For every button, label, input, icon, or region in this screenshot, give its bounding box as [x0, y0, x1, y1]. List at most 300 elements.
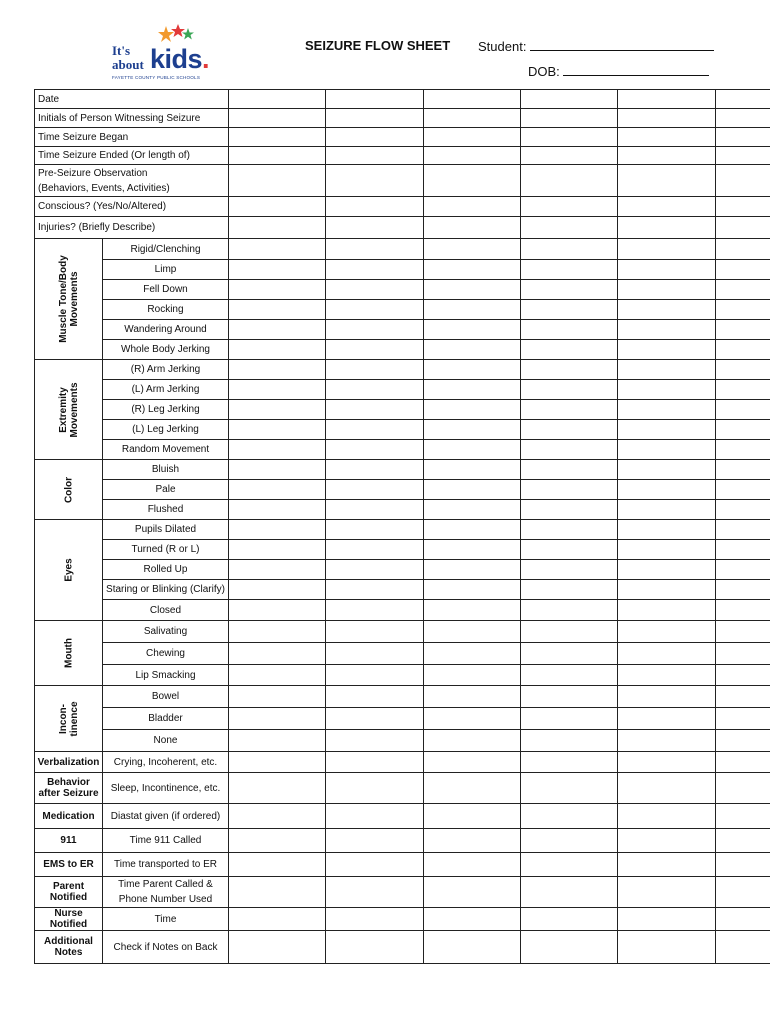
group-2-item-3-entry-4[interactable]: [521, 400, 618, 420]
group-4-item-3-entry-1[interactable]: [229, 560, 326, 580]
group-6-item-1-entry-3[interactable]: [424, 686, 521, 708]
item-label: (L) Leg Jerking: [103, 420, 229, 440]
group-2-item-3-entry-2[interactable]: [326, 400, 424, 420]
group-4-item-2-entry-6[interactable]: [716, 540, 770, 560]
top-row-7-entry-5[interactable]: [618, 217, 716, 239]
group-1-item-3-entry-6[interactable]: [716, 280, 770, 300]
top-row-4-entry-6[interactable]: [716, 147, 770, 165]
group-2-item-3-entry-6[interactable]: [716, 400, 770, 420]
group-2-item-2-entry-4[interactable]: [521, 380, 618, 400]
group-6-item-2-entry-4[interactable]: [521, 708, 618, 730]
group-5-item-1-entry-6[interactable]: [716, 621, 770, 643]
group-4-item-2-entry-2[interactable]: [326, 540, 424, 560]
group-6-item-3-entry-2[interactable]: [326, 730, 424, 752]
bottom-row-7-entry-6[interactable]: [716, 908, 770, 931]
top-row-4-entry-4[interactable]: [521, 147, 618, 165]
top-row-6-entry-4[interactable]: [521, 197, 618, 217]
group-6-item-2-entry-3[interactable]: [424, 708, 521, 730]
bottom-row-2-entry-3[interactable]: [424, 773, 521, 804]
table-row: [35, 165, 770, 197]
group-4-item-4-entry-4[interactable]: [521, 580, 618, 600]
group-3-item-3-entry-5[interactable]: [618, 500, 716, 520]
group-6-item-2-entry-2[interactable]: [326, 708, 424, 730]
group-5-item-3-entry-5[interactable]: [618, 665, 716, 686]
top-row-6-entry-3[interactable]: [424, 197, 521, 217]
group-4-item-5-entry-5[interactable]: [618, 600, 716, 621]
group-6-item-1-entry-5[interactable]: [618, 686, 716, 708]
group-1-item-4-entry-1[interactable]: [229, 300, 326, 320]
top-row-4-entry-3[interactable]: [424, 147, 521, 165]
bottom-row-1-entry-5[interactable]: [618, 752, 716, 773]
group-5-item-1-entry-5[interactable]: [618, 621, 716, 643]
top-row-7-entry-3[interactable]: [424, 217, 521, 239]
group-1-item-1-entry-2[interactable]: [326, 239, 424, 260]
bottom-row-5-entry-1[interactable]: [229, 853, 326, 877]
top-row-6-entry-2[interactable]: [326, 197, 424, 217]
group-1-item-5-entry-3[interactable]: [424, 320, 521, 340]
group-4-item-2-entry-4[interactable]: [521, 540, 618, 560]
row-label: Conscious? (Yes/No/Altered): [35, 197, 229, 217]
bottom-row-6-entry-5[interactable]: [618, 877, 716, 908]
group-2-item-3-entry-3[interactable]: [424, 400, 521, 420]
bottom-row-7-entry-1[interactable]: [229, 908, 326, 931]
group-4-item-3-entry-4[interactable]: [521, 560, 618, 580]
group-2-item-2-entry-2[interactable]: [326, 380, 424, 400]
top-row-5-entry-2[interactable]: [326, 165, 424, 197]
group-1-item-1-entry-6[interactable]: [716, 239, 770, 260]
table-row: [35, 560, 770, 580]
group-3-item-2-entry-4[interactable]: [521, 480, 618, 500]
bottom-row-5-entry-6[interactable]: [716, 853, 770, 877]
bottom-row-4-entry-2[interactable]: [326, 829, 424, 853]
bottom-row-7-entry-5[interactable]: [618, 908, 716, 931]
top-row-1-entry-4[interactable]: [521, 90, 618, 109]
group-2-item-1-entry-5[interactable]: [618, 360, 716, 380]
group-1-item-5-entry-2[interactable]: [326, 320, 424, 340]
bottom-row-8-entry-4[interactable]: [521, 931, 618, 964]
group-4-item-2-entry-5[interactable]: [618, 540, 716, 560]
group-4-item-4-entry-5[interactable]: [618, 580, 716, 600]
group-6-item-1-entry-4[interactable]: [521, 686, 618, 708]
bottom-row-6-entry-4[interactable]: [521, 877, 618, 908]
table-row: [35, 686, 770, 708]
group-5-item-1-entry-2[interactable]: [326, 621, 424, 643]
group-2-item-4-entry-6[interactable]: [716, 420, 770, 440]
bottom-row-3-entry-6[interactable]: [716, 804, 770, 829]
bottom-row-1-entry-6[interactable]: [716, 752, 770, 773]
group-1-item-2-entry-5[interactable]: [618, 260, 716, 280]
group-1-item-4-entry-5[interactable]: [618, 300, 716, 320]
group-4-item-4-entry-6[interactable]: [716, 580, 770, 600]
group-4-item-1-entry-3[interactable]: [424, 520, 521, 540]
category-description: Diastat given (if ordered): [103, 804, 229, 829]
top-row-1-entry-6[interactable]: [716, 90, 770, 109]
group-4-item-3-entry-2[interactable]: [326, 560, 424, 580]
group-4-item-3-entry-3[interactable]: [424, 560, 521, 580]
item-label: Rocking: [103, 300, 229, 320]
group-4-item-2-entry-1[interactable]: [229, 540, 326, 560]
top-row-4-entry-2[interactable]: [326, 147, 424, 165]
bottom-row-7-entry-3[interactable]: [424, 908, 521, 931]
group-1-item-1-entry-3[interactable]: [424, 239, 521, 260]
top-row-2-entry-3[interactable]: [424, 109, 521, 128]
bottom-row-1-entry-3[interactable]: [424, 752, 521, 773]
group-6-item-1-entry-6[interactable]: [716, 686, 770, 708]
group-3-item-1-entry-1[interactable]: [229, 460, 326, 480]
top-row-7-entry-4[interactable]: [521, 217, 618, 239]
group-5-item-2-entry-3[interactable]: [424, 643, 521, 665]
table-row: [35, 280, 770, 300]
group-2-item-5-entry-2[interactable]: [326, 440, 424, 460]
group-1-item-5-entry-4[interactable]: [521, 320, 618, 340]
top-row-5-entry-4[interactable]: [521, 165, 618, 197]
group-6-item-3-entry-4[interactable]: [521, 730, 618, 752]
group-2-item-2-entry-5[interactable]: [618, 380, 716, 400]
logo-tagline: FAYETTE COUNTY PUBLIC SCHOOLS: [112, 75, 201, 80]
item-label: Whole Body Jerking: [103, 340, 229, 360]
bottom-row-5-entry-2[interactable]: [326, 853, 424, 877]
group-4-item-1-entry-5[interactable]: [618, 520, 716, 540]
group-3-item-3-entry-3[interactable]: [424, 500, 521, 520]
bottom-row-5-entry-5[interactable]: [618, 853, 716, 877]
bottom-row-3-entry-4[interactable]: [521, 804, 618, 829]
group-2-item-5-entry-4[interactable]: [521, 440, 618, 460]
group-2-item-4-entry-5[interactable]: [618, 420, 716, 440]
group-1-item-2-entry-4[interactable]: [521, 260, 618, 280]
group-1-item-4-entry-2[interactable]: [326, 300, 424, 320]
group-4-item-1-entry-2[interactable]: [326, 520, 424, 540]
group-3-item-2-entry-3[interactable]: [424, 480, 521, 500]
group-1-item-5-entry-5[interactable]: [618, 320, 716, 340]
group-3-item-1-entry-2[interactable]: [326, 460, 424, 480]
table-row: [35, 621, 770, 643]
group-6-item-2-entry-1[interactable]: [229, 708, 326, 730]
group-2-item-5-entry-3[interactable]: [424, 440, 521, 460]
top-row-1-entry-3[interactable]: [424, 90, 521, 109]
group-1-item-5-entry-6[interactable]: [716, 320, 770, 340]
group-6-item-1-entry-1[interactable]: [229, 686, 326, 708]
group-2-item-4-entry-1[interactable]: [229, 420, 326, 440]
table-row: [35, 320, 770, 340]
category-label: 911: [35, 829, 103, 853]
group-label: Eyes: [35, 520, 103, 621]
top-row-7-entry-2[interactable]: [326, 217, 424, 239]
bottom-row-1-entry-2[interactable]: [326, 752, 424, 773]
group-6-item-3-entry-5[interactable]: [618, 730, 716, 752]
logo-its: It's: [112, 43, 131, 58]
top-row-3-entry-4[interactable]: [521, 128, 618, 147]
bottom-row-4-entry-6[interactable]: [716, 829, 770, 853]
category-label: Medication: [35, 804, 103, 829]
bottom-row-2-entry-6[interactable]: [716, 773, 770, 804]
group-4-item-4-entry-1[interactable]: [229, 580, 326, 600]
bottom-row-6-entry-3[interactable]: [424, 877, 521, 908]
group-2-item-2-entry-3[interactable]: [424, 380, 521, 400]
group-2-item-5-entry-1[interactable]: [229, 440, 326, 460]
group-6-item-3-entry-1[interactable]: [229, 730, 326, 752]
group-4-item-5-entry-4[interactable]: [521, 600, 618, 621]
bottom-row-1-entry-1[interactable]: [229, 752, 326, 773]
group-3-item-1-entry-4[interactable]: [521, 460, 618, 480]
group-1-item-1-entry-1[interactable]: [229, 239, 326, 260]
top-row-1-entry-2[interactable]: [326, 90, 424, 109]
top-row-2-entry-1[interactable]: [229, 109, 326, 128]
top-row-2-entry-5[interactable]: [618, 109, 716, 128]
group-2-item-1-entry-3[interactable]: [424, 360, 521, 380]
group-6-item-3-entry-3[interactable]: [424, 730, 521, 752]
group-6-item-2-entry-6[interactable]: [716, 708, 770, 730]
group-1-item-3-entry-5[interactable]: [618, 280, 716, 300]
top-row-4-entry-1[interactable]: [229, 147, 326, 165]
group-5-item-1-entry-3[interactable]: [424, 621, 521, 643]
group-1-item-4-entry-6[interactable]: [716, 300, 770, 320]
group-1-item-6-entry-2[interactable]: [326, 340, 424, 360]
top-row-5-entry-3[interactable]: [424, 165, 521, 197]
group-6-item-3-entry-6[interactable]: [716, 730, 770, 752]
group-label: Muscle Tone/Body Movements: [35, 239, 103, 360]
item-label: Closed: [103, 600, 229, 621]
bottom-row-6-entry-6[interactable]: [716, 877, 770, 908]
group-2-item-1-entry-1[interactable]: [229, 360, 326, 380]
group-5-item-3-entry-1[interactable]: [229, 665, 326, 686]
item-label: Rolled Up: [103, 560, 229, 580]
row-label: Injuries? (Briefly Describe): [35, 217, 229, 239]
group-1-item-6-entry-6[interactable]: [716, 340, 770, 360]
bottom-row-6-entry-1[interactable]: [229, 877, 326, 908]
group-1-item-6-entry-4[interactable]: [521, 340, 618, 360]
item-label: Lip Smacking: [103, 665, 229, 686]
group-3-item-2-entry-1[interactable]: [229, 480, 326, 500]
group-2-item-5-entry-5[interactable]: [618, 440, 716, 460]
group-label: Incon- tinence: [35, 686, 103, 752]
top-row-4-entry-5[interactable]: [618, 147, 716, 165]
group-5-item-1-entry-1[interactable]: [229, 621, 326, 643]
item-label: Fell Down: [103, 280, 229, 300]
group-5-item-2-entry-6[interactable]: [716, 643, 770, 665]
row-label: Pre-Seizure Observation (Behaviors, Events, Activities): [35, 165, 229, 197]
bottom-row-4-entry-4[interactable]: [521, 829, 618, 853]
top-row-6-entry-6[interactable]: [716, 197, 770, 217]
group-5-item-2-entry-4[interactable]: [521, 643, 618, 665]
top-row-5-entry-1[interactable]: [229, 165, 326, 197]
bottom-row-2-entry-5[interactable]: [618, 773, 716, 804]
table-row: [35, 804, 770, 829]
table-row: [35, 460, 770, 480]
student-field[interactable]: [478, 38, 714, 54]
group-3-item-1-entry-5[interactable]: [618, 460, 716, 480]
group-2-item-4-entry-4[interactable]: [521, 420, 618, 440]
group-3-item-3-entry-6[interactable]: [716, 500, 770, 520]
top-row-5-entry-6[interactable]: [716, 165, 770, 197]
top-row-3-entry-2[interactable]: [326, 128, 424, 147]
bottom-row-2-entry-1[interactable]: [229, 773, 326, 804]
bottom-row-5-entry-3[interactable]: [424, 853, 521, 877]
district-logo: [108, 22, 208, 84]
category-label: Nurse Notified: [35, 908, 103, 931]
bottom-row-4-entry-1[interactable]: [229, 829, 326, 853]
group-3-item-2-entry-6[interactable]: [716, 480, 770, 500]
bottom-row-3-entry-3[interactable]: [424, 804, 521, 829]
group-5-item-3-entry-3[interactable]: [424, 665, 521, 686]
group-label: Mouth: [35, 621, 103, 686]
group-4-item-3-entry-6[interactable]: [716, 560, 770, 580]
group-6-item-2-entry-5[interactable]: [618, 708, 716, 730]
item-label: (R) Arm Jerking: [103, 360, 229, 380]
table-row: [35, 853, 770, 877]
dob-field[interactable]: [528, 63, 709, 79]
bottom-row-3-entry-5[interactable]: [618, 804, 716, 829]
top-row-2-entry-6[interactable]: [716, 109, 770, 128]
group-3-item-3-entry-4[interactable]: [521, 500, 618, 520]
table-row: [35, 877, 770, 908]
group-1-item-5-entry-1[interactable]: [229, 320, 326, 340]
table-row: [35, 643, 770, 665]
item-label: Rigid/Clenching: [103, 239, 229, 260]
table-row: [35, 708, 770, 730]
top-row-1-entry-1[interactable]: [229, 90, 326, 109]
group-3-item-1-entry-6[interactable]: [716, 460, 770, 480]
row-label: Time Seizure Ended (Or length of): [35, 147, 229, 165]
group-2-item-4-entry-3[interactable]: [424, 420, 521, 440]
seizure-flow-table: [34, 89, 770, 964]
group-5-item-3-entry-6[interactable]: [716, 665, 770, 686]
bottom-row-6-entry-2[interactable]: [326, 877, 424, 908]
item-label: (L) Arm Jerking: [103, 380, 229, 400]
top-row-6-entry-5[interactable]: [618, 197, 716, 217]
group-1-item-3-entry-1[interactable]: [229, 280, 326, 300]
group-2-item-2-entry-6[interactable]: [716, 380, 770, 400]
group-5-item-2-entry-2[interactable]: [326, 643, 424, 665]
bottom-row-8-entry-6[interactable]: [716, 931, 770, 964]
group-1-item-2-entry-3[interactable]: [424, 260, 521, 280]
group-5-item-2-entry-1[interactable]: [229, 643, 326, 665]
group-2-item-2-entry-1[interactable]: [229, 380, 326, 400]
bottom-row-8-entry-3[interactable]: [424, 931, 521, 964]
table-row: [35, 239, 770, 260]
table-row: [35, 520, 770, 540]
group-1-item-3-entry-4[interactable]: [521, 280, 618, 300]
table-row: [35, 908, 770, 931]
top-row-3-entry-3[interactable]: [424, 128, 521, 147]
bottom-row-2-entry-4[interactable]: [521, 773, 618, 804]
group-3-item-1-entry-3[interactable]: [424, 460, 521, 480]
group-2-item-4-entry-2[interactable]: [326, 420, 424, 440]
group-4-item-4-entry-2[interactable]: [326, 580, 424, 600]
group-1-item-4-entry-4[interactable]: [521, 300, 618, 320]
group-4-item-5-entry-2[interactable]: [326, 600, 424, 621]
group-4-item-1-entry-1[interactable]: [229, 520, 326, 540]
group-label: Extremity Movements: [35, 360, 103, 460]
category-label: EMS to ER: [35, 853, 103, 877]
bottom-row-7-entry-2[interactable]: [326, 908, 424, 931]
group-5-item-2-entry-5[interactable]: [618, 643, 716, 665]
item-label: (R) Leg Jerking: [103, 400, 229, 420]
group-1-item-6-entry-5[interactable]: [618, 340, 716, 360]
group-5-item-1-entry-4[interactable]: [521, 621, 618, 643]
top-row-3-entry-6[interactable]: [716, 128, 770, 147]
group-2-item-1-entry-6[interactable]: [716, 360, 770, 380]
group-2-item-1-entry-2[interactable]: [326, 360, 424, 380]
table-row: [35, 752, 770, 773]
group-3-item-3-entry-1[interactable]: [229, 500, 326, 520]
group-5-item-3-entry-2[interactable]: [326, 665, 424, 686]
group-3-item-3-entry-2[interactable]: [326, 500, 424, 520]
group-1-item-1-entry-5[interactable]: [618, 239, 716, 260]
group-4-item-2-entry-3[interactable]: [424, 540, 521, 560]
top-row-6-entry-1[interactable]: [229, 197, 326, 217]
row-label: Date: [35, 90, 229, 109]
bottom-row-5-entry-4[interactable]: [521, 853, 618, 877]
group-4-item-3-entry-5[interactable]: [618, 560, 716, 580]
group-2-item-3-entry-5[interactable]: [618, 400, 716, 420]
top-row-7-entry-1[interactable]: [229, 217, 326, 239]
bottom-row-7-entry-4[interactable]: [521, 908, 618, 931]
bottom-row-3-entry-1[interactable]: [229, 804, 326, 829]
group-6-item-1-entry-2[interactable]: [326, 686, 424, 708]
item-label: Pupils Dilated: [103, 520, 229, 540]
item-label: Turned (R or L): [103, 540, 229, 560]
group-1-item-3-entry-3[interactable]: [424, 280, 521, 300]
top-row-2-entry-4[interactable]: [521, 109, 618, 128]
group-4-item-5-entry-3[interactable]: [424, 600, 521, 621]
logo-about: about: [112, 57, 144, 72]
group-1-item-3-entry-2[interactable]: [326, 280, 424, 300]
table-row: [35, 665, 770, 686]
group-4-item-4-entry-3[interactable]: [424, 580, 521, 600]
top-row-5-entry-5[interactable]: [618, 165, 716, 197]
table-row: [35, 197, 770, 217]
bottom-row-3-entry-2[interactable]: [326, 804, 424, 829]
bottom-row-4-entry-5[interactable]: [618, 829, 716, 853]
top-row-2-entry-2[interactable]: [326, 109, 424, 128]
top-row-3-entry-1[interactable]: [229, 128, 326, 147]
dob-blank-line[interactable]: [563, 63, 709, 76]
item-label: Staring or Blinking (Clarify): [103, 580, 229, 600]
table-row: [35, 380, 770, 400]
group-1-item-1-entry-4[interactable]: [521, 239, 618, 260]
row-label: Time Seizure Began: [35, 128, 229, 147]
group-1-item-2-entry-2[interactable]: [326, 260, 424, 280]
group-2-item-3-entry-1[interactable]: [229, 400, 326, 420]
group-3-item-2-entry-5[interactable]: [618, 480, 716, 500]
bottom-row-8-entry-1[interactable]: [229, 931, 326, 964]
group-4-item-5-entry-6[interactable]: [716, 600, 770, 621]
top-row-7-entry-6[interactable]: [716, 217, 770, 239]
group-1-item-6-entry-1[interactable]: [229, 340, 326, 360]
bottom-row-4-entry-3[interactable]: [424, 829, 521, 853]
group-1-item-2-entry-6[interactable]: [716, 260, 770, 280]
bottom-row-1-entry-4[interactable]: [521, 752, 618, 773]
bottom-row-8-entry-2[interactable]: [326, 931, 424, 964]
group-1-item-2-entry-1[interactable]: [229, 260, 326, 280]
logo-kids: kids.: [150, 44, 210, 74]
group-3-item-2-entry-2[interactable]: [326, 480, 424, 500]
group-2-item-5-entry-6[interactable]: [716, 440, 770, 460]
group-5-item-3-entry-4[interactable]: [521, 665, 618, 686]
group-4-item-1-entry-4[interactable]: [521, 520, 618, 540]
top-row-3-entry-5[interactable]: [618, 128, 716, 147]
group-1-item-4-entry-3[interactable]: [424, 300, 521, 320]
group-2-item-1-entry-4[interactable]: [521, 360, 618, 380]
group-4-item-5-entry-1[interactable]: [229, 600, 326, 621]
bottom-row-8-entry-5[interactable]: [618, 931, 716, 964]
group-4-item-1-entry-6[interactable]: [716, 520, 770, 540]
bottom-row-2-entry-2[interactable]: [326, 773, 424, 804]
student-blank-line[interactable]: [530, 38, 714, 51]
group-1-item-6-entry-3[interactable]: [424, 340, 521, 360]
top-row-1-entry-5[interactable]: [618, 90, 716, 109]
table-row: [35, 260, 770, 280]
